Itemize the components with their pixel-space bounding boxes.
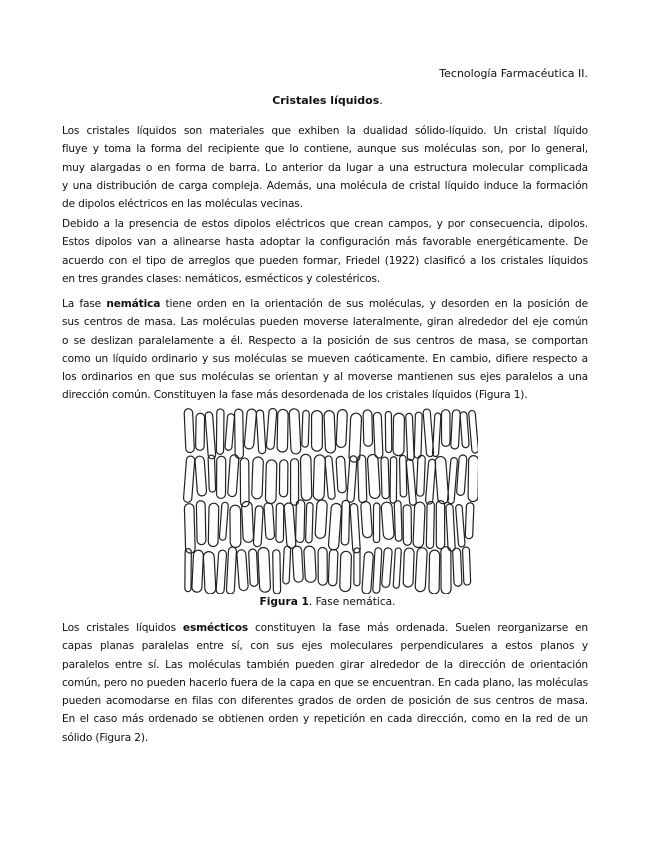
- text-segment: acuerdo con el tipo de arreglos que pueden formar, Friedel (1922) clasificó a los cristales líquidos: [62, 254, 588, 267]
- molecule-shape: [393, 548, 401, 589]
- molecule-shape: [390, 457, 397, 503]
- text-line: [62, 729, 588, 747]
- molecule-shape: [381, 457, 389, 499]
- molecule-shape: [235, 409, 244, 458]
- molecule-shape: [328, 503, 342, 550]
- molecule-shape: [284, 503, 296, 549]
- molecule-shape: [313, 455, 325, 501]
- molecule-shape: [266, 408, 277, 449]
- text-segment: paralelos entre sí. Las moléculas también pueden girar alrededor de la dirección de orientación: [62, 658, 588, 671]
- molecule-shape: [354, 548, 360, 586]
- text-line: [62, 140, 588, 158]
- text-segment: o se deslizan paralelamente a él. Respecto a la posición de sus centros de masa, se comportan: [62, 334, 588, 347]
- text-line: [62, 332, 588, 350]
- molecule-shape: [340, 551, 352, 592]
- molecule-shape: [296, 500, 305, 543]
- text-line: [62, 122, 588, 140]
- text-line: [62, 350, 588, 368]
- molecule-shape: [276, 503, 284, 542]
- molecule-shape: [241, 501, 253, 542]
- text-line: [62, 177, 588, 195]
- molecule-shape: [203, 551, 216, 594]
- molecule-shape: [403, 548, 414, 587]
- molecule-shape: [216, 550, 227, 594]
- text-line: [62, 270, 588, 288]
- molecule-shape: [460, 412, 469, 448]
- text-line: [62, 619, 588, 637]
- molecule-shape: [328, 549, 338, 586]
- text-segment: sus centros de masa. Las moléculas pueden moverse lateralmente, giran alrededor del eje común: [62, 316, 588, 329]
- text-line: [62, 710, 588, 728]
- molecule-shape: [289, 409, 301, 455]
- molecule-shape: [468, 410, 478, 453]
- text-segment: tiene orden en la orientación de sus moléculas, y desorden en la posición de: [160, 298, 588, 310]
- text-segment: pueden acomodarse en filas con diferentes grados de orden de posición de sus centros de masa.: [62, 695, 588, 708]
- molecule-shape: [283, 546, 291, 584]
- molecule-shape: [219, 502, 228, 540]
- text-segment: y una distribución de carga compleja. Además, una molécula de cristal líquido induce la formación: [62, 179, 588, 192]
- molecule-shape: [264, 503, 275, 540]
- molecule-shape: [196, 413, 205, 450]
- molecule-shape: [381, 548, 392, 588]
- text-line: [62, 368, 588, 386]
- molecule-shape: [195, 456, 207, 496]
- text-line: [62, 295, 588, 313]
- molecule-shape: [184, 504, 195, 554]
- text-line: [62, 692, 588, 710]
- molecule-shape: [258, 547, 271, 592]
- figure-caption: [0, 596, 655, 608]
- text-segment: muy alargadas o en forma de barra. Lo anterior da lugar a una estructura molecular complicada: [62, 161, 588, 174]
- molecule-shape: [385, 411, 391, 452]
- molecule-shape: [300, 454, 311, 500]
- text-line: [62, 656, 588, 674]
- molecule-shape: [253, 506, 263, 547]
- molecule-shape: [196, 501, 206, 545]
- molecule-shape: [436, 501, 444, 549]
- text-segment: constituyen la fase más ordenada. Suelen reorganizarse en: [247, 622, 588, 634]
- molecule-shape: [416, 455, 425, 496]
- molecule-shape: [451, 410, 461, 450]
- molecule-shape: [240, 458, 249, 507]
- text-segment: Los cristales líquidos: [62, 622, 183, 634]
- text-segment: Los cristales líquidos son materiales que exhiben la dualidad sólido-líquido. Un cristal líquido: [62, 125, 588, 137]
- molecule-shape: [208, 503, 219, 547]
- molecule-shape: [216, 456, 225, 498]
- text-line: [62, 674, 588, 692]
- text-line: [62, 637, 588, 655]
- caption-text: . Fase nemática.: [308, 596, 396, 608]
- document-header: Tecnología Farmacéutica II.: [439, 67, 588, 80]
- molecule-shape: [462, 547, 470, 585]
- text-segment: común, pero no pueden hacerlo fuera de la capa en que se encuentran. En cada plano, las moléculas: [62, 676, 588, 689]
- molecule-shape: [252, 457, 264, 499]
- molecule-shape: [302, 410, 310, 447]
- molecule-shape: [318, 548, 327, 586]
- molecule-shape: [185, 549, 192, 592]
- text-segment: de dipolos eléctricos en las moléculas vecinas.: [62, 198, 303, 211]
- molecule-shape: [249, 549, 259, 587]
- text-segment: fluye y toma la forma del recipiente que lo contiene, aunque sus moléculas son, por lo general,: [62, 143, 588, 156]
- molecule-shape: [315, 500, 328, 539]
- molecule-shape: [435, 456, 449, 504]
- text-line: [62, 195, 588, 213]
- molecule-shape: [367, 454, 380, 498]
- molecule-shape: [325, 456, 336, 500]
- molecule-shape: [465, 503, 474, 539]
- molecule-shape: [425, 459, 436, 504]
- molecule-shape: [361, 501, 373, 538]
- paragraph-intro: [62, 122, 588, 213]
- text-line: [62, 313, 588, 331]
- molecule-shape: [468, 456, 478, 502]
- document-title: [0, 94, 655, 107]
- text-segment: capas planas paralelas entre sí, con sus ejes moleculares perpendiculares a estos planos y: [62, 640, 588, 653]
- molecule-shape: [312, 411, 323, 452]
- molecule-shape: [455, 504, 465, 547]
- molecule-shape: [358, 455, 367, 503]
- molecule-shape: [415, 548, 427, 592]
- molecule-shape: [452, 548, 462, 586]
- paragraph-nematic: [62, 295, 588, 405]
- molecule-shape: [277, 409, 288, 452]
- molecule-shape: [373, 503, 380, 543]
- text-segment: los ordinarios en que sus moléculas se orientan y al moverse mantienen sus ejes paralelos a una: [62, 371, 588, 384]
- text-segment: como un líquido ordinario y sus moléculas se mueven caóticamente. En cambio, difiere respecto a: [62, 352, 588, 365]
- molecule-shape: [426, 501, 434, 548]
- text-line: [62, 233, 588, 251]
- text-line: [62, 159, 588, 177]
- molecule-shape: [363, 410, 373, 447]
- molecule-shape: [406, 413, 415, 460]
- text-segment: en tres grandes clases: nemáticos, esmécticos y colestéricos.: [62, 272, 381, 285]
- molecule-shape: [441, 547, 451, 594]
- caption-label: Figura 1: [259, 596, 309, 608]
- molecule-shape: [347, 456, 357, 503]
- text-segment: En el caso más ordenado se obtienen orden y repetición en cada dirección, como en la red de un: [62, 713, 588, 726]
- molecule-shape: [265, 460, 277, 504]
- molecule-shape: [205, 412, 216, 459]
- molecule-shape: [441, 410, 450, 447]
- nematic-phase-figure: [183, 408, 478, 594]
- text-line: [62, 215, 588, 233]
- title-text: Cristales líquidos: [272, 94, 380, 107]
- molecule-shape: [192, 550, 204, 592]
- molecule-shape: [230, 505, 241, 547]
- molecule-shape: [406, 459, 416, 506]
- paragraph-smectic: [62, 619, 588, 747]
- molecule-shape: [429, 550, 440, 594]
- molecule-shape: [336, 409, 347, 447]
- text-segment: La fase: [62, 298, 107, 310]
- molecule-shape: [226, 547, 236, 594]
- molecule-shape: [304, 546, 317, 583]
- molecule-shape: [394, 501, 402, 542]
- molecule-shape: [237, 550, 249, 591]
- text-segment: Estos dipolos van a alinearse hasta adoptar la configuración más favorable energéticamente. De: [62, 236, 588, 249]
- molecule-shape: [414, 412, 422, 458]
- molecule-shape: [373, 412, 383, 458]
- title-period: .: [379, 94, 383, 107]
- molecule-shape: [225, 413, 235, 450]
- molecule-shape: [403, 505, 411, 545]
- bold-term: esmécticos: [182, 622, 248, 634]
- molecule-shape: [350, 503, 361, 553]
- molecule-shape: [273, 550, 281, 594]
- molecule-shape: [244, 409, 257, 450]
- text-segment: Debido a la presencia de estos dipolos eléctricos que crean campos, y por consecuencia, dipolos.: [62, 218, 588, 230]
- molecule-shape: [208, 455, 216, 492]
- molecule-shape: [399, 455, 406, 497]
- molecule-shape: [413, 502, 425, 548]
- molecule-shape: [446, 504, 456, 551]
- molecule-shape: [256, 410, 266, 454]
- molecule-shape: [373, 548, 382, 594]
- molecule-shape: [291, 459, 299, 506]
- molecule-shape: [381, 502, 394, 540]
- molecule-shape: [324, 410, 336, 453]
- molecule-shape: [279, 460, 288, 497]
- bold-term: nemática: [106, 298, 161, 310]
- text-segment: dirección común. Constituyen la fase más desordenada de los cristales líquidos (Figura 1).: [62, 389, 528, 402]
- text-segment: sólido (Figura 2).: [62, 731, 149, 744]
- text-line: [62, 386, 588, 404]
- molecule-shape: [184, 409, 194, 453]
- molecule-shape: [183, 456, 195, 503]
- molecule-shape: [362, 552, 374, 594]
- molecule-shape: [341, 500, 350, 545]
- molecule-shape: [306, 503, 314, 543]
- molecule-shape: [227, 454, 239, 496]
- molecule-shape: [336, 456, 347, 493]
- molecule-shape: [393, 413, 405, 456]
- paragraph-dipoles: [62, 215, 588, 288]
- molecule-shape: [216, 409, 224, 454]
- molecule-shape: [292, 546, 303, 583]
- text-line: [62, 252, 588, 270]
